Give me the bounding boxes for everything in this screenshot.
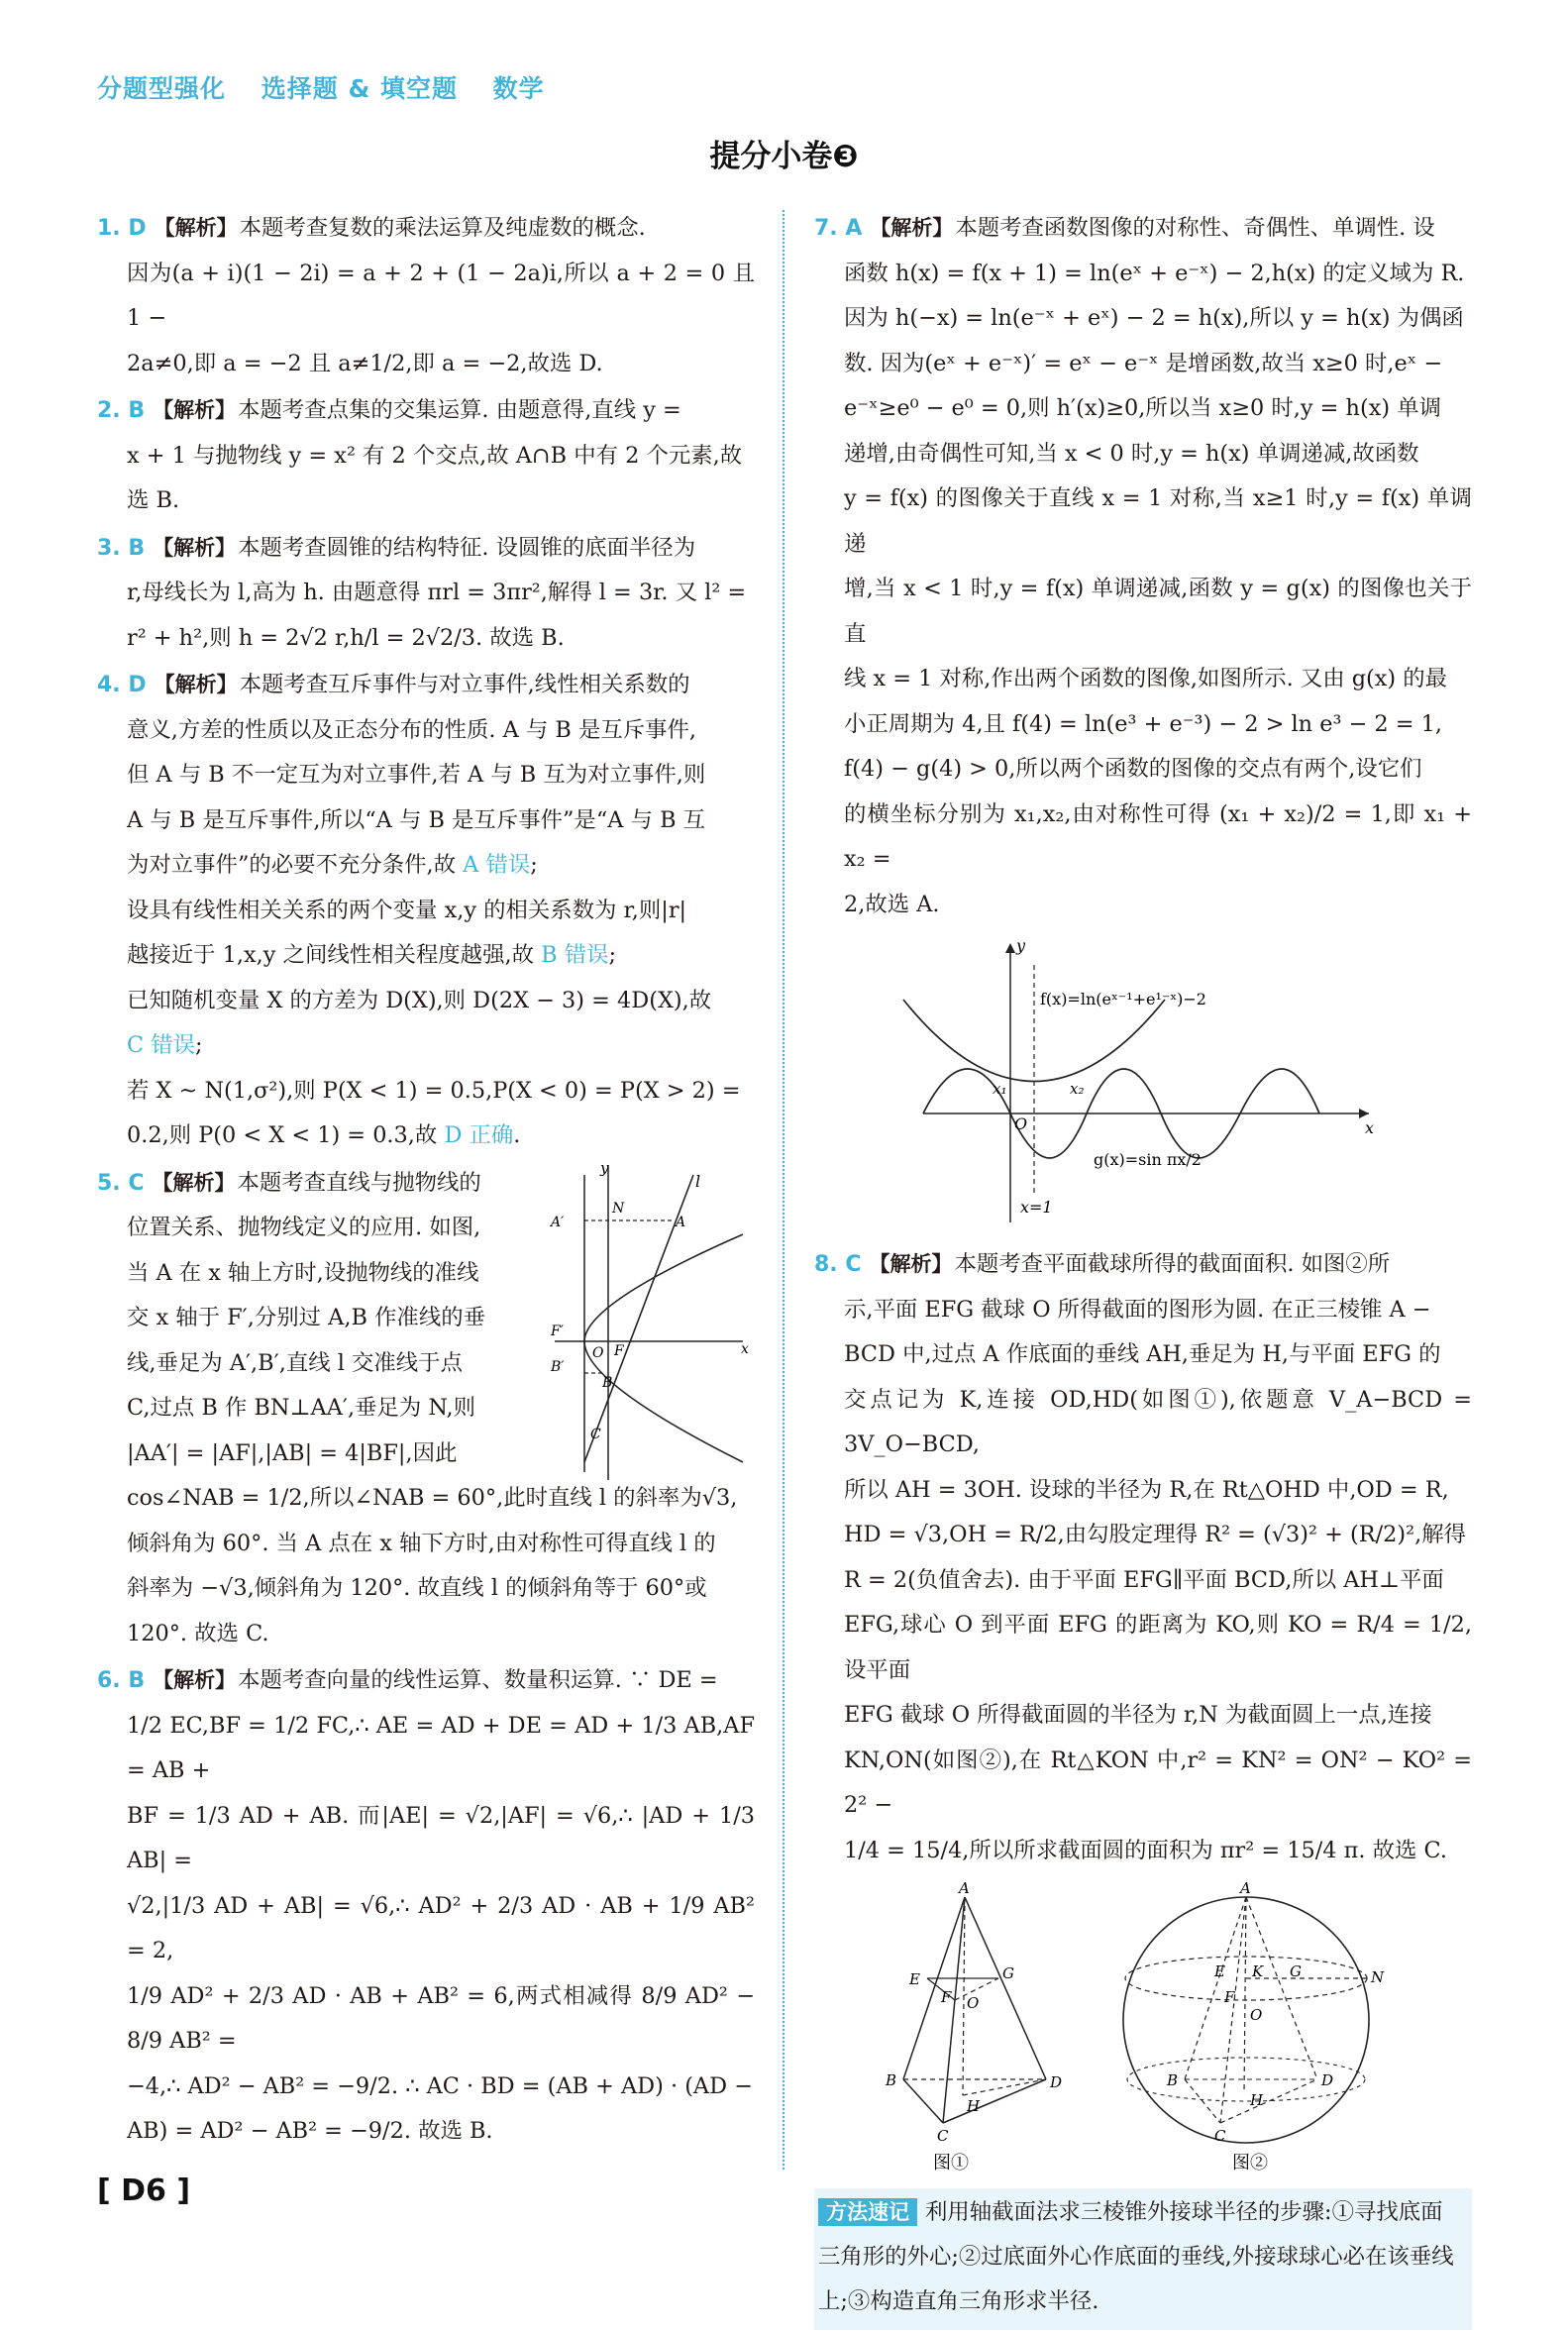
svg-text:G: G [1002, 1964, 1014, 1982]
question-2 [97, 388, 755, 524]
sphere-figure [1123, 1881, 1385, 2173]
svg-text:O: O [592, 1344, 604, 1361]
f-label: f(x)=ln(eˣ⁻¹+e¹⁻ˣ)−2 [1040, 990, 1206, 1008]
answer-line: 本题考查互斥事件与对立事件,线性相关系数的 [239, 672, 690, 697]
page-number: [ D6 ] [97, 2173, 191, 2208]
fig1-caption: 图① [933, 2153, 969, 2173]
answer-line: EFG 截球 O 所得截面圆的半径为 r,N 为截面圆上一点,连接 [844, 1702, 1432, 1728]
answer-line: 本题考查平面截球所得的截面面积. 如图②所 [954, 1251, 1391, 1277]
answer-line: 本题考查点集的交集运算. 由题意得,直线 y = [238, 397, 681, 423]
y-axis-label: y [1016, 936, 1026, 955]
answer-line: 2a≠0,即 a = −2 且 a≠1/2,即 a = −2,故选 D. [127, 350, 603, 376]
svg-text:B′: B′ [551, 1358, 565, 1375]
answer-line: 数. 因为(eˣ + e⁻ˣ)′ = eˣ − e⁻ˣ 是增函数,故当 x≥0 时,eˣ − [844, 350, 1443, 376]
question-number: 7. A [814, 216, 863, 241]
answer-line: 但 A 与 B 不一定互为对立事件,若 A 与 B 互为对立事件,则 [127, 762, 706, 788]
answer-line: −4,∴ AD² − AB² = −9/2. ∴ AC · BD = (AB + AD) · (AD − [127, 2072, 753, 2099]
question-number: 6. B [97, 1668, 146, 1693]
answer-line: KN,ON(如图②),在 Rt△KON 中,r² = KN² = ON² − KO² = 2² − [844, 1747, 1472, 1818]
answer-line: |AA′| = |AF|,|AB| = 4|BF|,因此 [127, 1439, 458, 1466]
method-text: 利用轴截面法求三棱锥外接球半径的步骤:①寻找底面三角形的外心;②过底面外心作底面的垂线,外接球球心必在该垂线上;③构造直角三角形求半径. [818, 2199, 1454, 2314]
svg-text:K: K [1252, 1962, 1264, 1980]
svg-text:F: F [1224, 1988, 1235, 2006]
question-number: 8. C [814, 1252, 862, 1277]
period: . [513, 1122, 521, 1148]
answer-line: 本题考查圆锥的结构特征. 设圆锥的底面半径为 [238, 534, 696, 561]
analysis-tag: 【解析】 [870, 216, 954, 240]
option-d-right: D 正确 [444, 1122, 514, 1148]
svg-text:F: F [941, 1988, 952, 2006]
answer-line: e⁻ˣ≥e⁰ − e⁰ = 0,则 h′(x)≥0,所以当 x≥0 时,y = h(x) 单调 [844, 395, 1441, 421]
answer-line: 120°. 故选 C. [127, 1620, 269, 1646]
option-c-wrong: C 错误 [127, 1032, 196, 1058]
answer-line: AB) = AD² − AB² = −9/2. 故选 B. [127, 2118, 493, 2144]
svg-text:B: B [602, 1374, 613, 1391]
svg-text:B: B [1167, 2071, 1179, 2089]
svg-text:F′: F′ [551, 1323, 564, 1339]
answer-line: 交点记为 K,连接 OD,HD(如图①),依题意 V_A−BCD = 3V_O−BCD, [844, 1386, 1472, 1457]
question-number: 5. C [97, 1170, 145, 1196]
answer-line: 设具有线性相关关系的两个变量 x,y 的相关系数为 r,则|r| [127, 897, 687, 923]
answer-line: 1/4 = 15/4,所以所求截面圆的面积为 πr² = 15/4 π. 故选 C. [844, 1837, 1447, 1863]
page-title: 提分小卷❸ [709, 139, 859, 174]
svg-text:E: E [1214, 1962, 1225, 1980]
question-number: 3. B [97, 535, 146, 561]
page-header [97, 69, 571, 105]
question-number: 1. D [97, 216, 147, 241]
svg-text:C: C [1214, 2127, 1226, 2145]
header-topic: 选择题 & 填空题 [261, 74, 458, 103]
column-divider [783, 210, 784, 2170]
svg-text:N: N [1371, 1968, 1385, 1986]
answer-line: 函数 h(x) = f(x + 1) = ln(eˣ + e⁻ˣ) − 2,h(x) 的定义域为 R. [844, 260, 1465, 286]
answer-line: R = 2(负值舍去). 由于平面 EFG∥平面 BCD,所以 AH⊥平面 [844, 1566, 1444, 1593]
answer-line: 当 A 在 x 轴上方时,设抛物线的准线 [127, 1259, 479, 1286]
analysis-tag: 【解析】 [153, 535, 237, 560]
answer-line: x + 1 与抛物线 y = x² 有 2 个交点,故 A∩B 中有 2 个元素,故 [127, 442, 743, 469]
svg-text:E: E [909, 1970, 920, 1988]
answer-line: 交 x 轴于 F′,分别过 A,B 作准线的垂 [127, 1305, 485, 1330]
svg-text:F: F [614, 1342, 624, 1359]
function-graph [814, 935, 1472, 1232]
svg-text:l: l [695, 1171, 701, 1191]
answer-line: r² + h²,则 h = 2√2 r,h/l = 2√2/3. 故选 B. [127, 624, 565, 651]
answer-line: C,过点 B 作 BN⊥AA′,垂足为 N,则 [127, 1395, 476, 1421]
svg-text:H: H [967, 2097, 981, 2115]
answer-line: BCD 中,过点 A 作底面的垂线 AH,垂足为 H,与平面 EFG 的 [844, 1341, 1441, 1367]
svg-text:C: C [590, 1426, 601, 1442]
svg-text:D: D [1321, 2071, 1334, 2089]
answer-line: 递增,由奇偶性可知,当 x < 0 时,y = h(x) 单调递减,故函数 [844, 440, 1419, 467]
option-a-wrong: A 错误 [463, 852, 531, 878]
g-label: g(x)=sin πx/2 [1094, 1150, 1202, 1169]
svg-text:H: H [1250, 2091, 1264, 2109]
answer-line: 意义,方差的性质以及正态分布的性质. A 与 B 是互斥事件, [127, 716, 697, 743]
svg-text:A′: A′ [551, 1214, 565, 1230]
question-number: 2. B [97, 398, 146, 423]
question-7 [814, 206, 1472, 1232]
svg-text:N: N [612, 1200, 625, 1217]
svg-text:G: G [1290, 1962, 1302, 1980]
svg-text:A: A [959, 1881, 970, 1897]
analysis-tag: 【解析】 [153, 1668, 237, 1692]
answer-line: 1/2 EC,BF = 1/2 FC,∴ AE = AD + DE = AD + 1/3 AB,AF = AB + [127, 1712, 755, 1783]
origin-label: O [1014, 1114, 1028, 1133]
answer-line: 因为(a + i)(1 − 2i) = a + 2 + (1 − 2a)i,所以 a + 2 = 0 且 1 − [127, 260, 755, 331]
x-axis-label: x [1365, 1118, 1375, 1137]
answer-line: 因为 h(−x) = ln(e⁻ˣ + eˣ) − 2 = h(x),所以 y = h(x) 为偶函 [844, 305, 1464, 331]
question-8 [814, 1242, 1472, 2330]
question-4: 4. D 【解析】本题考查互斥事件与对立事件,线性相关系数的 意义,方差的性质以及正态分布的性质. A 与 B 是互斥事件, 但 A 与 B 不一定互为对立事件,若 A 与 B 互为对立事件,则 A 与 B 是互斥事件,所以“A 与 B 是互斥事件”是“A 与 B 互 为对立事件”的必要不充分条件,故 A 错误; 设具有线性相关关系的两个变量 x,y 的相关系数为 r,则|r| 越接近于 1,x,y 之间线性相关程度越强,故 B 错误; 已知随机变量 X 的方差为 D(X),则 D(2X − 3) = 4D(X),故 C 错误; 若 X ~ N(1,σ²),则 P(X < 1) = 0.5,P(X < 0) = P(X > 2) = 0.2,则 P(0 < X < 1) = 0.3,故 D 正确. [97, 663, 755, 1159]
analysis-tag: 【解析】 [869, 1252, 953, 1276]
fig2-caption: 图② [1232, 2153, 1268, 2173]
answer-line: 1/9 AD² + 2/3 AD · AB + AB² = 6,两式相减得 8/9 AD² − 8/9 AB² = [127, 1982, 755, 2054]
analysis-tag: 【解析】 [154, 673, 238, 696]
analysis-tag: 【解析】 [152, 1170, 236, 1195]
left-column [97, 206, 755, 2157]
answer-line: 线,垂足为 A′,B′,直线 l 交准线于点 [127, 1349, 463, 1376]
answer-line: EFG,球心 O 到平面 EFG 的距离为 KO,则 KO = R/4 = 1/2,设平面 [844, 1612, 1472, 1683]
answer-line: f(4) − g(4) > 0,所以两个函数的图像的交点有两个,设它们 [844, 756, 1422, 782]
question-1 [97, 206, 755, 386]
x1-label: x₁ [993, 1080, 1007, 1098]
option-b-wrong: B 错误 [541, 942, 609, 968]
answer-line: 线 x = 1 对称,作出两个函数的图像,如图所示. 又由 g(x) 的最 [844, 666, 1448, 691]
answer-line: y = f(x) 的图像关于直线 x = 1 对称,当 x≥1 时,y = f(x) 单调递 [844, 485, 1472, 557]
answer-line: 增,当 x < 1 时,y = f(x) 单调递减,函数 y = g(x) 的图像也关于直 [844, 576, 1472, 647]
svg-text:C: C [937, 2127, 949, 2145]
answer-line: 本题考查复数的乘法运算及纯虚数的概念. [239, 215, 646, 241]
header-series: 分题型强化 [97, 74, 227, 103]
answer-line: 2,故选 A. [844, 891, 940, 917]
answer-line: 斜率为 −√3,倾斜角为 120°. 故直线 l 的倾斜角等于 60°或 [127, 1575, 707, 1601]
answer-line: 越接近于 1,x,y 之间线性相关程度越强,故 [127, 942, 534, 968]
svg-text:A: A [676, 1214, 686, 1230]
svg-text:B: B [886, 2071, 897, 2089]
svg-text:O: O [1250, 2006, 1263, 2024]
answer-line: 选 B. [127, 487, 180, 513]
header-subject: 数学 [492, 74, 545, 103]
tetrahedron-figure [885, 1881, 1062, 2173]
answer-line: 本题考查函数图像的对称性、奇偶性、单调性. 设 [955, 215, 1435, 241]
answer-line: BF = 1/3 AD + AB. 而|AE| = √2,|AF| = √6,∴ |AD + 1/3 AB| = [127, 1802, 755, 1873]
answer-line: 倾斜角为 60°. 当 A 点在 x 轴下方时,由对称性可得直线 l 的 [127, 1530, 716, 1556]
geometry-figures [814, 1881, 1472, 2178]
answer-line: 本题考查向量的线性运算、数量积运算. ∵ DE = [238, 1667, 718, 1693]
line-label: x=1 [1020, 1198, 1053, 1217]
x2-label: x₂ [1070, 1080, 1085, 1098]
question-3 [97, 526, 755, 662]
answer-line: A 与 B 是互斥事件,所以“A 与 B 是互斥事件”是“A 与 B 互 [127, 806, 706, 833]
answer-line: cos∠NAB = 1/2,所以∠NAB = 60°,此时直线 l 的斜率为√3, [127, 1485, 738, 1511]
answer-line: 若 X ~ N(1,σ²),则 P(X < 1) = 0.5,P(X < 0) = P(X > 2) = [127, 1077, 741, 1104]
answer-line: √2,|1/3 AD + AB| = √6,∴ AD² + 2/3 AD · AB + 1/9 AB² = 2, [127, 1892, 755, 1963]
answer-line: 所以 AH = 3OH. 设球的半径为 R,在 Rt△OHD 中,OD = R, [844, 1476, 1449, 1503]
svg-text:D: D [1050, 2073, 1063, 2091]
answer-line: 的横坐标分别为 x₁,x₂,由对称性可得 (x₁ + x₂)/2 = 1,即 x₁ + x₂ = [844, 800, 1472, 872]
answer-line: 本题考查直线与抛物线的 [237, 1169, 481, 1196]
parabola-figure [545, 1165, 753, 1482]
question-6 [97, 1658, 755, 2155]
analysis-tag: 【解析】 [154, 216, 238, 240]
answer-line: 位置关系、抛物线定义的应用. 如图, [127, 1215, 481, 1240]
answer-line: HD = √3,OH = R/2,由勾股定理得 R² = (√3)² + (R/2)²,解得 [844, 1522, 1466, 1547]
answer-line: 已知随机变量 X 的方差为 D(X),则 D(2X − 3) = 4D(X),故 [127, 987, 712, 1013]
answer-line: 小正周期为 4,且 f(4) = ln(e³ + e⁻³) − 2 > ln e³ − 2 = 1, [844, 710, 1443, 737]
answer-line: 为对立事件”的必要不充分条件,故 [127, 852, 457, 878]
svg-text:O: O [967, 1994, 980, 2012]
right-column [814, 206, 1472, 2332]
question-5 [97, 1161, 755, 1657]
question-number: 4. D [97, 673, 147, 697]
method-tag: 方法速记 [818, 2198, 917, 2226]
svg-text:x: x [741, 1340, 749, 1357]
answer-line: 0.2,则 P(0 < X < 1) = 0.3,故 [127, 1122, 438, 1148]
answer-line: r,母线长为 l,高为 h. 由题意得 πrl = 3πr²,解得 l = 3r. 又 l² = [127, 580, 747, 605]
svg-text:A: A [1240, 1881, 1251, 1897]
analysis-tag: 【解析】 [153, 398, 237, 422]
answer-line: 示,平面 EFG 截球 O 所得截面的图形为圆. 在正三棱锥 A − [844, 1296, 1431, 1323]
svg-text:y: y [600, 1164, 609, 1177]
